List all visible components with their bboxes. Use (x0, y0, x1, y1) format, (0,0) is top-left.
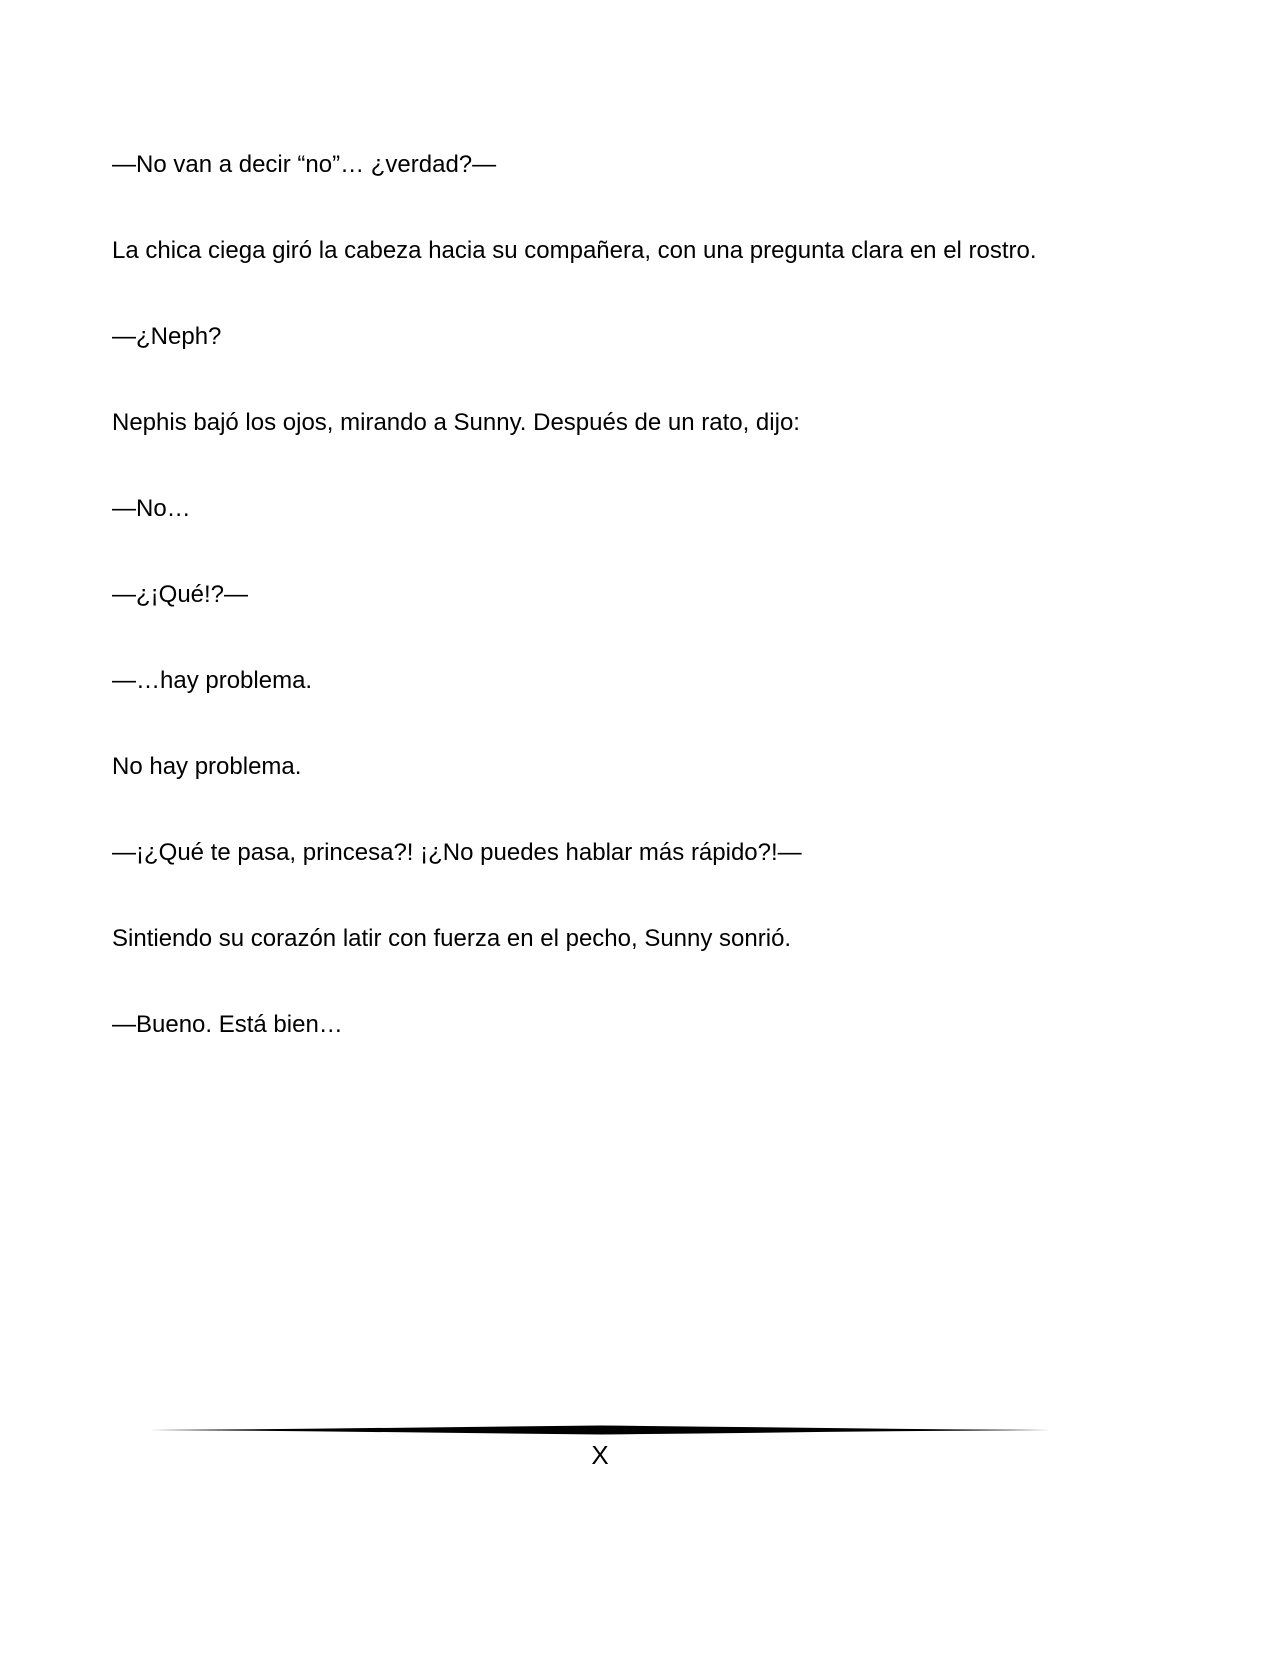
paragraph-1: —No van a decir “no”… ¿verdad?— (112, 151, 497, 178)
paragraph-11: —Bueno. Está bien… (112, 1011, 343, 1038)
divider-swash (150, 1423, 1050, 1437)
paragraph-3: —¿Neph? (112, 323, 222, 350)
paragraph-5: —No… (112, 495, 191, 522)
paragraph-9: —¡¿Qué te pasa, princesa?! ¡¿No puedes hablar más rápido?!— (112, 839, 802, 866)
paragraph-10: Sintiendo su corazón latir con fuerza en el pecho, Sunny sonrió. (112, 925, 792, 952)
section-divider (150, 1423, 1050, 1437)
chapter-end-mark: X (591, 1440, 609, 1470)
paragraph-8: No hay problema. (112, 753, 302, 780)
paragraph-7: —…hay problema. (112, 667, 313, 694)
paragraph-6: —¿¡Qué!?— (112, 581, 249, 608)
paragraph-2: La chica ciega giró la cabeza hacia su compañera, con una pregunta clara en el rostro. (112, 237, 1037, 264)
paragraph-4: Nephis bajó los ojos, mirando a Sunny. Después de un rato, dijo: (112, 409, 800, 436)
